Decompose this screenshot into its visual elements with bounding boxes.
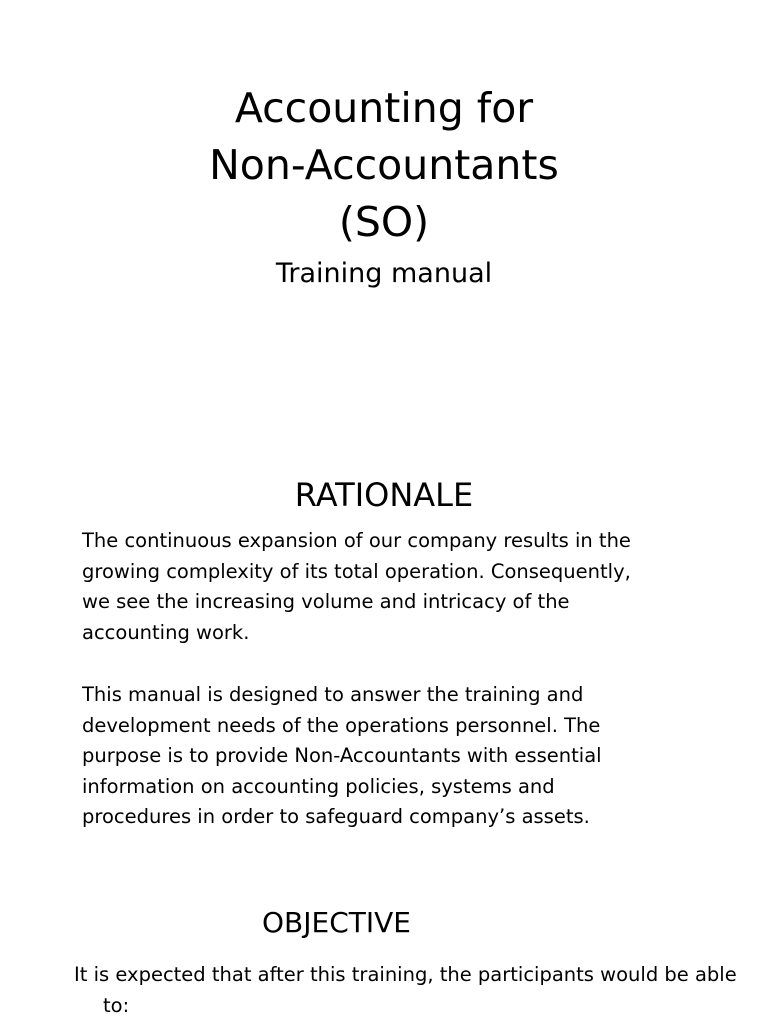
document-subtitle: Training manual bbox=[275, 258, 493, 289]
objective-heading: OBJECTIVE bbox=[262, 906, 411, 939]
rationale-paragraph-1: The continuous expansion of our company results in the growing complexity of its total operation. Consequently, we see the increasing volume and intricacy of the accounting work. bbox=[82, 529, 631, 644]
rationale-paragraph-2: This manual is designed to answer the training and development needs of the operations personnel. The purpose is to provide Non-Accountants with essential information on accounting policies, systems and procedures in order to safeguard company’s assets. bbox=[82, 683, 602, 829]
title-line-2: Non-Accountants bbox=[209, 141, 559, 189]
document-title bbox=[0, 80, 768, 251]
rationale-slide bbox=[0, 450, 768, 1024]
rationale-heading: RATIONALE bbox=[294, 476, 474, 514]
title-line-1: Accounting for bbox=[234, 84, 534, 132]
title-line-3: (SO) bbox=[338, 198, 430, 246]
objective-intro: It is expected that after this training, the participants would be able to: bbox=[74, 963, 737, 1017]
cover-slide bbox=[0, 0, 768, 450]
